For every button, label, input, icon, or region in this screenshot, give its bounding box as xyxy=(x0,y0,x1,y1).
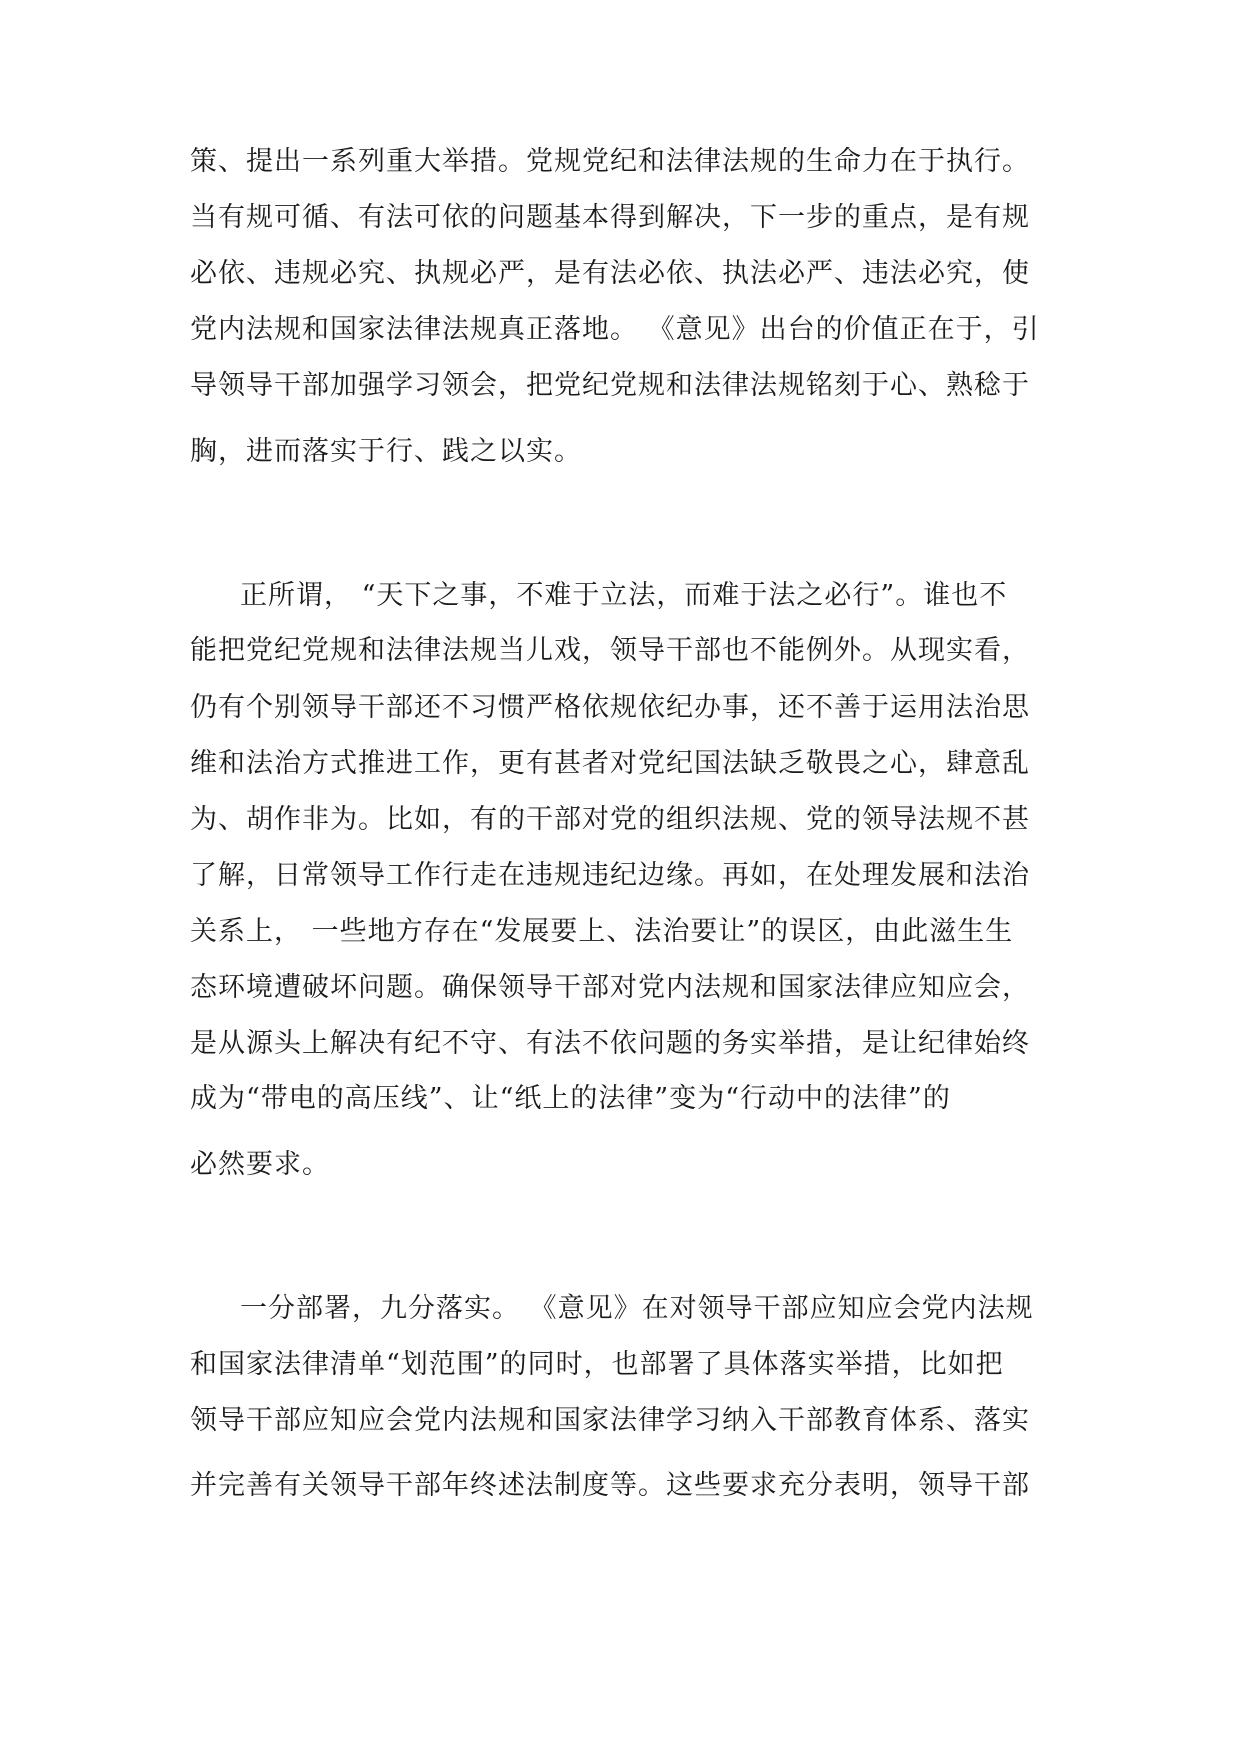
paragraph-1-line-4: 党内法规和国家法律法规真正落地。 《意见》出台的价值正在于，引 xyxy=(190,314,1040,345)
paragraph-1-line-1: 策、提出一系列重大举措。党规党纪和法律法规的生命力在于执行。 xyxy=(190,146,1030,177)
paragraph-3-line-4: 并完善有关领导干部年终述法制度等。这些要求充分表明，领导干部 xyxy=(190,1470,1030,1501)
paragraph-3-line-1: 一分部署，九分落实。 《意见》在对领导干部应知应会党内法规 xyxy=(240,1293,1034,1324)
paragraph-2-line-6: 了解，日常领导工作行走在违规违纪边缘。再如，在处理发展和法治 xyxy=(190,860,1030,891)
paragraph-2-line-8: 态环境遭破坏问题。确保领导干部对党内法规和国家法律应知应会， xyxy=(190,972,1030,1003)
paragraph-2-line-2: 能把党纪党规和法律法规当儿戏，领导干部也不能例外。从现实看， xyxy=(190,635,1030,666)
paragraph-1-line-6: 胸，进而落实于行、践之以实。 xyxy=(190,436,582,467)
paragraph-3-line-3: 领导干部应知应会党内法规和国家法律学习纳入干部教育体系、落实 xyxy=(190,1405,1030,1436)
paragraph-1-line-5: 导领导干部加强学习领会，把党纪党规和法律法规铭刻于心、熟稔于 xyxy=(190,370,1030,401)
paragraph-2-line-5: 为、胡作非为。比如，有的干部对党的组织法规、党的领导法规不甚 xyxy=(190,804,1030,835)
paragraph-1-line-2: 当有规可循、有法可依的问题基本得到解决，下一步的重点，是有规 xyxy=(190,202,1030,233)
paragraph-2-line-1: 正所谓， “天下之事，不难于立法，而难于法之必行”。谁也不 xyxy=(240,580,1008,611)
paragraph-2-line-4: 维和法治方式推进工作，更有甚者对党纪国法缺乏敬畏之心，肆意乱 xyxy=(190,748,1030,779)
paragraph-2-line-7: 关系上， 一些地方存在“发展要上、法治要让”的误区，由此滋生生 xyxy=(190,916,1014,947)
paragraph-2-line-9: 是从源头上解决有纪不守、有法不依问题的务实举措，是让纪律始终 xyxy=(190,1028,1030,1059)
paragraph-2-line-10: 成为“带电的高压线”、让“纸上的法律”变为“行动中的法律”的 xyxy=(190,1083,951,1114)
paragraph-3-line-2: 和国家法律清单“划范围”的同时，也部署了具体落实举措，比如把 xyxy=(190,1349,1004,1380)
paragraph-2-line-11: 必然要求。 xyxy=(190,1149,330,1180)
paragraph-1-line-3: 必依、违规必究、执规必严，是有法必依、执法必严、违法必究，使 xyxy=(190,258,1030,289)
paragraph-2-line-3: 仍有个别领导干部还不习惯严格依规依纪办事，还不善于运用法治思 xyxy=(190,692,1030,723)
